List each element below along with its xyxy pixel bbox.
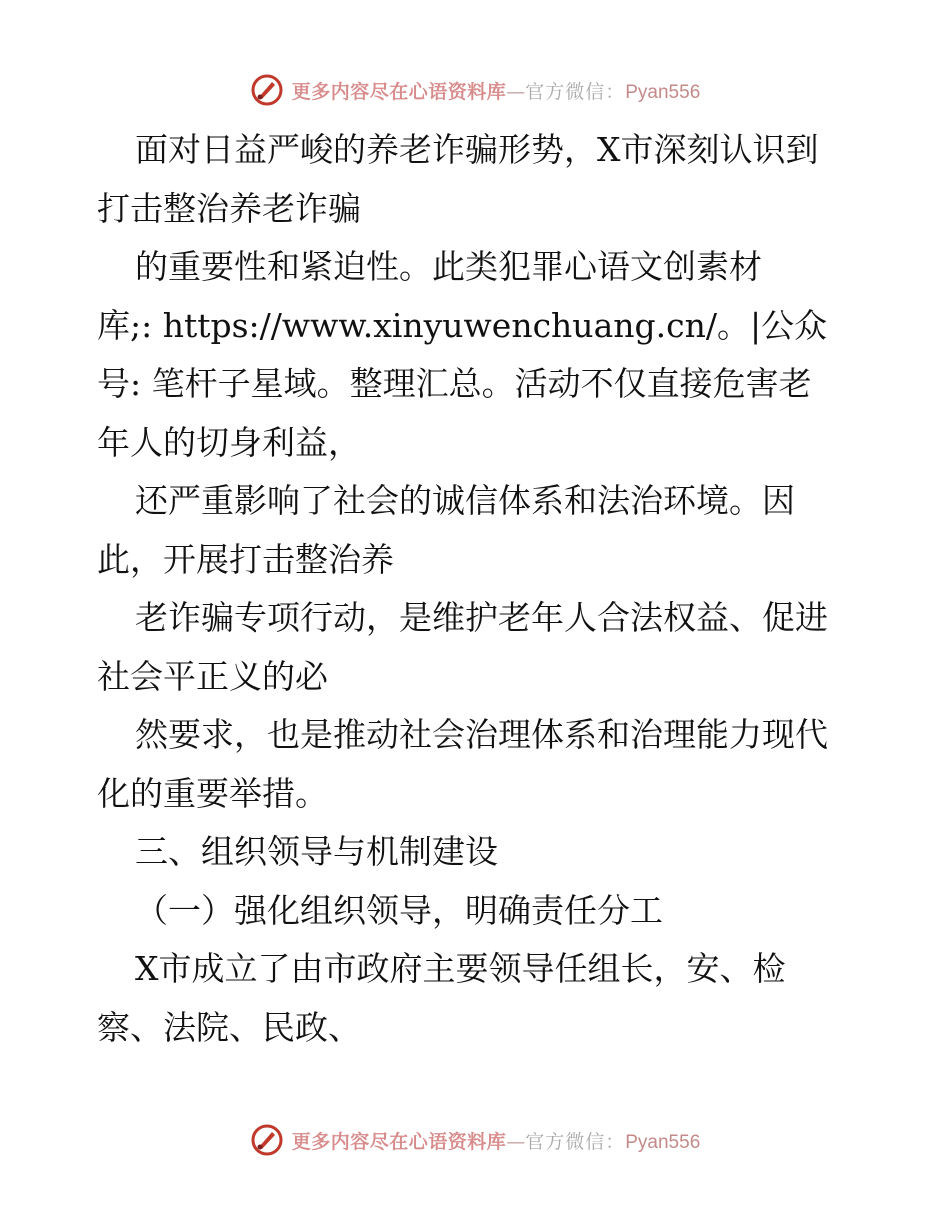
text-line: 化的重要举措。 [97, 773, 328, 813]
text-line: 的重要性和紧迫性。此类犯罪心语文创素材 [135, 247, 762, 286]
red-seal-logo-icon [250, 73, 284, 107]
document-body [97, 121, 857, 1057]
watermark-dash: — [506, 1130, 526, 1153]
text-line: 老诈骗专项行动，是维护老年人合法权益、促进 [135, 598, 828, 637]
text-line: 号: 笔杆子星域。整理汇总。活动不仅直接危害老 [97, 364, 812, 403]
watermark-wechat-id: Pyan556 [625, 81, 701, 103]
watermark-label: 官方微信： [525, 80, 626, 103]
text-line: 打击整治养老诈骗 [97, 188, 361, 228]
watermark-title: 更多内容尽在心语资料库 [291, 1130, 507, 1153]
text-line: 此，开展打击整治养 [97, 539, 394, 579]
watermark-label: 官方微信： [525, 1130, 626, 1153]
section-heading: 三、组织领导与机制建设 [135, 832, 498, 871]
red-seal-logo-icon [250, 1123, 284, 1157]
watermark-dash: — [506, 80, 526, 103]
watermark-title: 更多内容尽在心语资料库 [291, 80, 507, 103]
footer-watermark [0, 1120, 950, 1160]
text-line: X市成立了由市政府主要领导任组长，安、检 [135, 949, 786, 988]
text-line: 面对日益严峻的养老诈骗形势，X市深刻认识到 [135, 130, 819, 169]
text-line: 库;: https://www.xinyuwenchuang.cn/。|公众 [97, 305, 828, 345]
text-line: 还严重影响了社会的诚信体系和法治环境。因 [135, 481, 795, 520]
text-line: 社会平正义的必 [97, 656, 328, 696]
header-watermark [0, 70, 950, 110]
text-line: 察、法院、民政、 [97, 1007, 361, 1047]
text-line: 年人的切身利益， [97, 422, 361, 462]
watermark-wechat-id: Pyan556 [625, 1131, 701, 1153]
text-line: 然要求，也是推动社会治理体系和治理能力现代 [135, 715, 828, 754]
subsection-heading: （一）强化组织领导，明确责任分工 [135, 890, 663, 930]
